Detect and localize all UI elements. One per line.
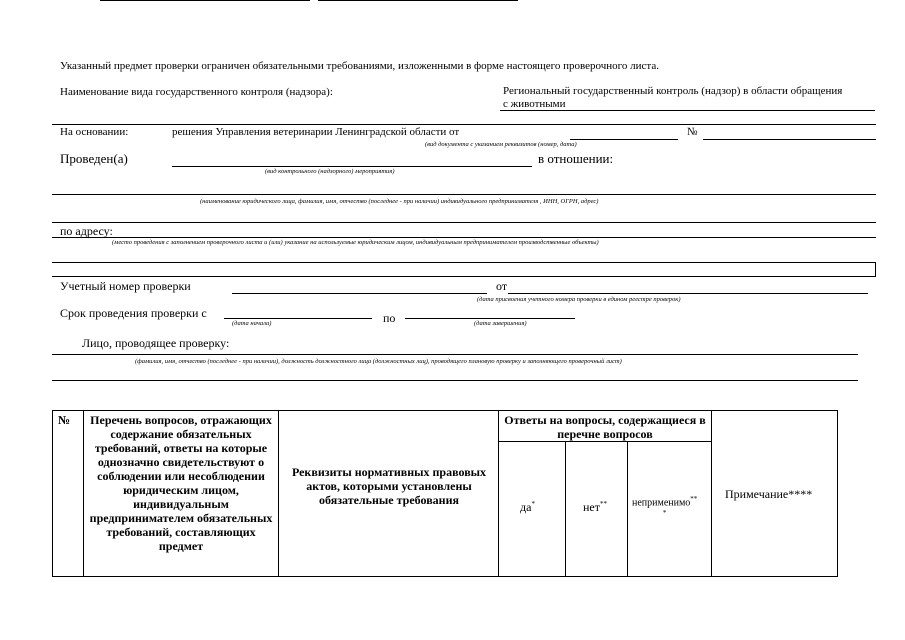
reg-number-line[interactable] — [232, 293, 487, 294]
reg-number-label: Учетный номер проверки — [60, 279, 191, 293]
col-questions-header: Перечень вопросов, отражающих содержание обязательных требований, ответы на которые однозначно свидетельствуют о соблюдении или несоблюдении юридическим лицом, индивидуальным предпринимателем обязательных требований, составляющих предмет — [89, 413, 273, 553]
address-box-bottom — [52, 276, 876, 277]
end-hint: (дата завершения) — [474, 320, 527, 327]
col-answers-header: Ответы на вопросы, содержащиеся в перечне вопросов — [504, 413, 706, 441]
conducted-line[interactable] — [172, 166, 532, 167]
address-top-line — [52, 222, 876, 223]
answer-na-mark-2: * — [662, 509, 667, 518]
reg-date-line[interactable] — [508, 293, 868, 294]
table-div-5 — [627, 442, 628, 577]
conducted-hint: (вид контрольного (надзорного) мероприятия) — [265, 168, 395, 175]
address-box-right — [875, 262, 876, 276]
answer-no-text: нет — [583, 500, 600, 514]
period-start-line[interactable] — [224, 318, 372, 319]
period-end-line[interactable] — [405, 318, 575, 319]
reg-from-label: от — [496, 279, 508, 293]
basis-number-line[interactable] — [703, 139, 876, 140]
table-div-3 — [498, 410, 499, 577]
inspector-label: Лицо, проводящее проверку: — [82, 336, 230, 350]
col-note-header: Примечание**** — [725, 487, 813, 501]
table-div-6 — [711, 410, 712, 577]
answer-na — [632, 494, 697, 523]
control-type-underline — [500, 110, 875, 111]
entity-line[interactable] — [52, 194, 876, 195]
answer-no — [583, 500, 607, 515]
entity-hint: (наименование юридического лица, фамилия, имя, отчество (последнее - при наличии) индивидуального предпринимателя , ИНН, ОГРН, адрес) — [200, 198, 599, 205]
address-hint: (место проведения с заполнением проверочного листа и (или) указание на используемые юридическим лицом, индивидуальным предпринимателем производственные объекты) — [112, 239, 599, 246]
answer-yes-mark: * — [531, 500, 535, 508]
address-box-top — [52, 262, 876, 263]
basis-top-line — [52, 124, 876, 125]
address-label: по адресу: — [60, 224, 113, 238]
conducted-label: Проведен(а) — [60, 151, 128, 166]
control-type-value-line1: Региональный государственный контроль (надзор) в области обращения — [503, 85, 843, 97]
in-relation-label: в отношении: — [538, 151, 614, 166]
top-cut-line — [100, 0, 310, 1]
intro-text: Указанный предмет проверки ограничен обязательными требованиями, изложенными в форме настоящего проверочного листа. — [60, 60, 659, 72]
col-acts-header: Реквизиты нормативных правовых актов, которыми установлены обязательные требования — [291, 465, 487, 507]
control-type-value-line2: с животными — [503, 98, 566, 110]
table-div-1 — [83, 410, 84, 577]
address-line[interactable] — [52, 237, 876, 238]
number-sign: № — [687, 126, 698, 138]
answer-yes — [520, 500, 535, 515]
answer-na-text: неприменимо — [632, 497, 691, 509]
basis-date-line[interactable] — [570, 139, 678, 140]
inspector-line[interactable] — [52, 354, 858, 355]
period-to-label: по — [383, 311, 396, 325]
col-num-header: № — [58, 413, 71, 427]
control-type-label: Наименование вида государственного контроля (надзора): — [60, 86, 333, 98]
answer-no-mark: ** — [600, 500, 607, 508]
answers-sub-line — [498, 441, 711, 442]
basis-value: решения Управления ветеринарии Ленинградской области от — [172, 126, 460, 138]
basis-label: На основании: — [60, 126, 129, 138]
table-div-2 — [278, 410, 279, 577]
answer-yes-text: да — [520, 500, 532, 514]
basis-hint: (вид документа с указанием реквизитов (номер, дата) — [425, 141, 577, 148]
period-label: Срок проведения проверки с — [60, 306, 207, 320]
answer-na-mark: ** — [690, 495, 698, 503]
inspector-line-2[interactable] — [52, 380, 858, 381]
inspector-hint: (фамилия, имя, отчество (последнее - при наличии), должность должностного лица (должностных лиц), проводящего плановую проверку и заполняющего проверочный лист) — [135, 358, 622, 365]
table-div-4 — [565, 442, 566, 577]
reg-number-hint: (дата присвоения учетного номера проверки в едином реестре проверок) — [477, 296, 681, 303]
start-hint: (дата начала) — [232, 320, 272, 327]
top-cut-line-2 — [318, 0, 518, 1]
